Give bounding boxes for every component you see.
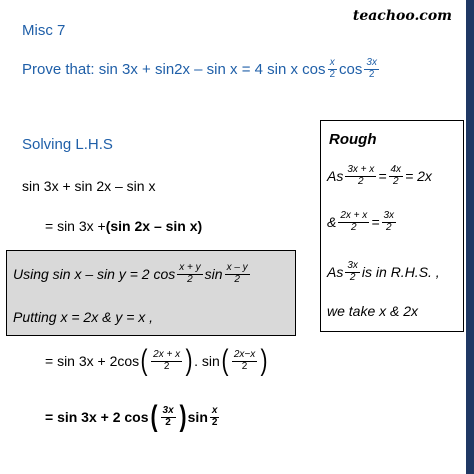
step4-sin: sin bbox=[187, 409, 208, 425]
step3-mid: . sin bbox=[194, 353, 220, 369]
step3-frac1 bbox=[151, 350, 182, 372]
step3-frac2 bbox=[232, 350, 257, 372]
formula-f1-num: x + y bbox=[179, 262, 201, 273]
rough-l2-amp: & bbox=[327, 214, 337, 230]
prove-frac-3x-2 bbox=[364, 58, 379, 80]
rough-l1-eq2: = 2x bbox=[405, 168, 432, 184]
step3-lparen-1: ( bbox=[140, 344, 148, 377]
rough-l3-rest: is in R.H.S. , bbox=[361, 264, 440, 280]
rough-l2-f1-num: 2x + x bbox=[340, 210, 368, 221]
step3-f2-den: 2 bbox=[241, 360, 248, 372]
prove-frac2-num: 3x bbox=[366, 57, 377, 68]
step3-f1-den: 2 bbox=[163, 360, 170, 372]
step4-f2-den: 2 bbox=[211, 416, 218, 428]
step3-lparen-2: ( bbox=[221, 344, 229, 377]
step2-bold: (sin 2x – sin x) bbox=[105, 218, 203, 234]
formula-line-2: Putting x = 2x & y = x , bbox=[13, 309, 154, 325]
rough-l2-f2-den: 2 bbox=[386, 221, 392, 233]
step3-rparen-2: ) bbox=[260, 344, 268, 377]
prove-frac-x-2 bbox=[327, 58, 337, 80]
step4-prefix: = sin 3x + 2 cos bbox=[45, 409, 149, 425]
rough-line-1 bbox=[327, 165, 432, 187]
step3-f2-num: 2x−x bbox=[233, 349, 256, 360]
formula-frac1 bbox=[177, 263, 202, 285]
rough-l2-f2-num: 3x bbox=[383, 210, 395, 221]
step4-rparen: ) bbox=[179, 400, 187, 433]
rough-l3-f-den: 2 bbox=[349, 271, 356, 283]
rough-l1-as: As bbox=[327, 168, 344, 184]
formula-frac2 bbox=[225, 263, 250, 285]
prove-frac1-den: 2 bbox=[329, 68, 336, 80]
formula-prefix: Using sin x – sin y = 2 cos bbox=[13, 266, 176, 282]
step4-frac1 bbox=[161, 406, 176, 428]
prove-statement bbox=[22, 58, 381, 80]
rough-title: Rough bbox=[329, 131, 377, 148]
teachoo-logo: teachoo.com bbox=[352, 8, 452, 24]
rough-l2-f1-den: 2 bbox=[351, 221, 357, 233]
step4-frac2 bbox=[210, 406, 220, 428]
rough-l2-eq: = bbox=[371, 214, 380, 230]
rough-l1-frac2 bbox=[389, 165, 404, 187]
rough-l2-frac2 bbox=[382, 211, 397, 233]
rough-l1-f2-num: 4x bbox=[390, 164, 402, 175]
rough-line-4: we take x & 2x bbox=[327, 303, 419, 319]
solving-label: Solving L.H.S bbox=[22, 136, 113, 153]
step4-lparen: ( bbox=[150, 400, 158, 433]
formula-f2-den: 2 bbox=[234, 273, 240, 285]
prove-cos: cos bbox=[339, 60, 363, 78]
rough-l2-frac1 bbox=[338, 211, 369, 233]
rough-l1-eq1: = bbox=[378, 168, 387, 184]
formula-f1-den: 2 bbox=[187, 273, 193, 285]
step4-f2-num: x bbox=[211, 405, 218, 416]
formula-f2-num: x – y bbox=[226, 262, 248, 273]
rough-l1-frac1 bbox=[345, 165, 376, 187]
step-4 bbox=[45, 402, 221, 432]
rough-l3-frac bbox=[345, 261, 360, 283]
step3-rparen-1: ) bbox=[185, 344, 193, 377]
rough-line-3 bbox=[327, 261, 440, 283]
prove-frac1-num: x bbox=[329, 57, 335, 68]
formula-sin: sin bbox=[204, 266, 223, 282]
rough-l3-as: As bbox=[327, 264, 344, 280]
rough-l3-f-num: 3x bbox=[347, 260, 358, 271]
rough-l1-f1-num: 3x + x bbox=[347, 164, 375, 175]
misc-label: Misc 7 bbox=[22, 22, 66, 39]
step4-f1-num: 3x bbox=[162, 405, 174, 416]
step-3 bbox=[45, 346, 269, 376]
rough-line-2 bbox=[327, 211, 398, 233]
rough-l1-f1-den: 2 bbox=[358, 175, 364, 187]
rough-l1-f2-den: 2 bbox=[393, 175, 399, 187]
step2-prefix: = sin 3x + bbox=[45, 218, 106, 234]
rough-box bbox=[320, 120, 464, 332]
formula-line-1 bbox=[13, 263, 252, 285]
step-2 bbox=[45, 218, 202, 234]
formula-box bbox=[6, 250, 296, 336]
right-edge-bar bbox=[466, 0, 474, 474]
step3-f1-num: 2x + x bbox=[153, 349, 181, 360]
step3-prefix: = sin 3x + 2cos bbox=[45, 353, 140, 369]
step4-f1-den: 2 bbox=[165, 416, 171, 428]
prove-prefix: Prove that: sin 3x + sin2x – sin x = 4 sin x cos bbox=[22, 60, 326, 78]
prove-frac2-den: 2 bbox=[368, 68, 375, 80]
step-1: sin 3x + sin 2x – sin x bbox=[22, 178, 156, 194]
